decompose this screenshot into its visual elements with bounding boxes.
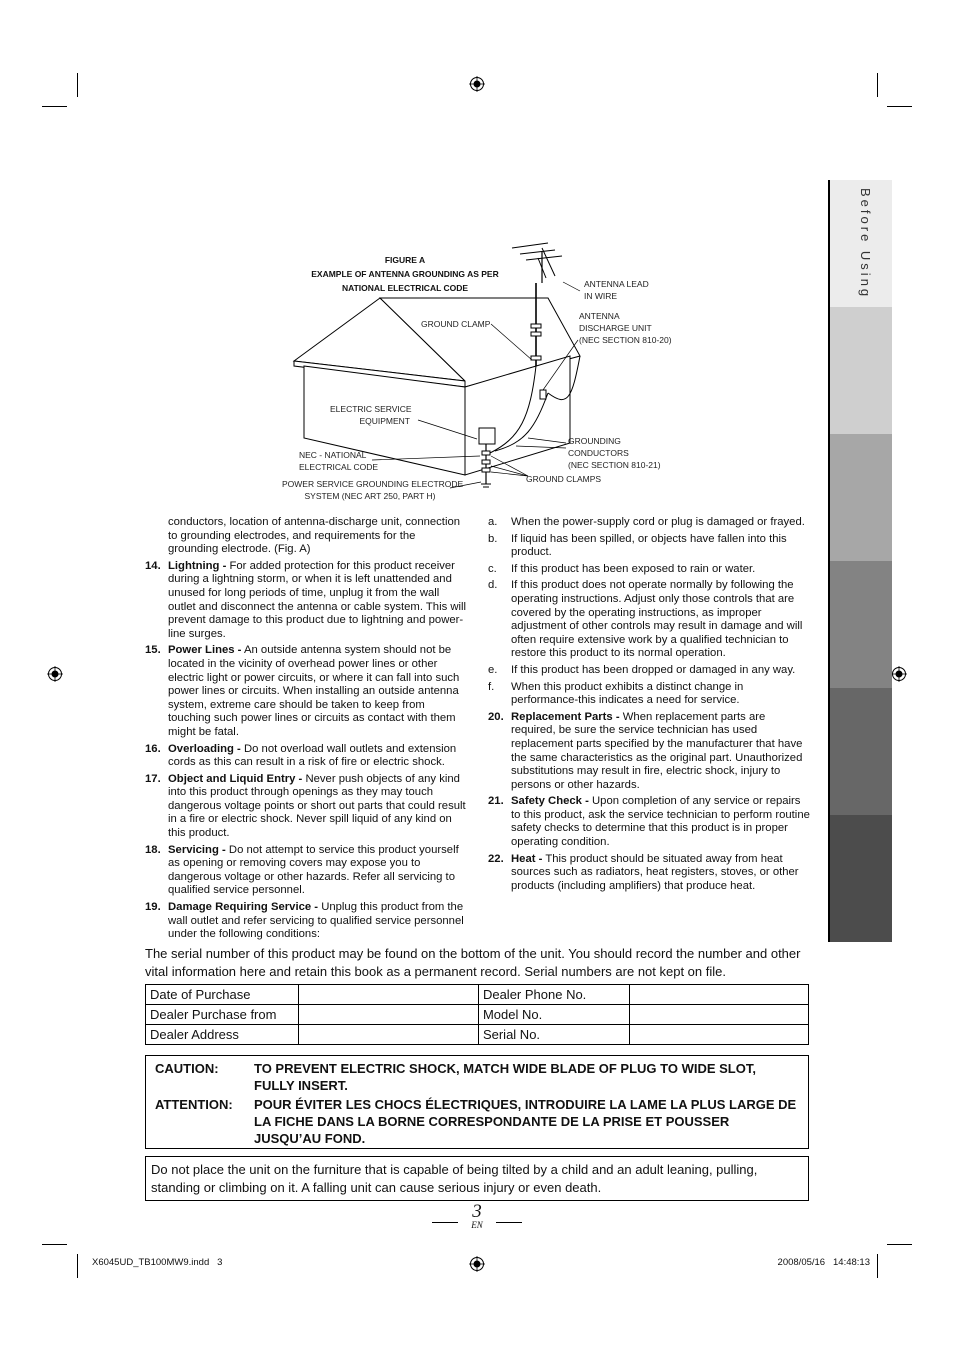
label-line: POWER SERVICE GROUNDING ELECTRODE — [282, 479, 464, 489]
item-number: 16. — [145, 742, 161, 755]
item-number: d. — [488, 579, 498, 592]
safety-item — [488, 853, 810, 894]
item-number: 19. — [145, 901, 161, 914]
label-antenna-lead — [584, 278, 649, 302]
label-line: CONDUCTORS — [568, 448, 629, 458]
condition-item — [488, 516, 810, 530]
crop-mark — [77, 73, 78, 97]
item-number: 21. — [488, 795, 504, 808]
continuation-text: conductors, location of antenna-discharge unit, connection to grounding electrodes, and requirements for the grounding electrode. (Fig. A) — [168, 516, 461, 556]
safety-items — [145, 560, 467, 942]
item-number: 22. — [488, 852, 504, 865]
label-discharge-unit — [579, 310, 672, 346]
page-number: 3 — [472, 1201, 482, 1222]
table-row — [146, 1025, 809, 1045]
safety-item — [145, 743, 467, 770]
item-title: Overloading - — [168, 742, 241, 755]
table-entry-cell[interactable] — [629, 1005, 808, 1025]
label-line: ANTENNA — [579, 311, 620, 321]
figure-title-line: NATIONAL ELECTRICAL CODE — [341, 283, 469, 293]
label-electric-service — [330, 403, 410, 427]
table-entry-cell[interactable] — [298, 985, 478, 1005]
item-text: Never push objects of any kind into this product through openings as they may touch dangerous voltage points or short out parts that could result in a fire or electric shock. Never spill liquid of any kind on this product. — [168, 772, 466, 840]
item-title: Heat - — [511, 852, 543, 865]
footer-file: X6045UD_TB100MW9.indd 3 — [92, 1257, 223, 1268]
item-number: f. — [488, 680, 495, 693]
item-number: 18. — [145, 843, 161, 856]
condition-item — [488, 533, 810, 560]
crop-mark — [77, 1254, 78, 1278]
item-text: For added protection for this product receiver during a lightning storm, or when it is left unattended and unused for long periods of time, unplug it from the wall outlet and disconnect the antenna or cable system. This will prevent damage to this product due to lightning and power-line surges. — [168, 559, 467, 640]
label-line: (NEC SECTION 810-20) — [579, 335, 672, 345]
label-power-service — [282, 478, 464, 502]
item-title: Object and Liquid Entry - — [168, 772, 303, 785]
item-number: 14. — [145, 559, 161, 572]
safety-items — [488, 711, 810, 894]
registration-mark-icon — [891, 666, 907, 682]
registration-mark-icon — [469, 76, 485, 92]
page-language: EN — [471, 1220, 483, 1230]
section-tab — [830, 180, 892, 307]
table-label-cell: Date of Purchase — [146, 985, 299, 1005]
label-grounding-conductors — [568, 435, 661, 471]
label-line: EQUIPMENT — [359, 416, 410, 426]
right-column — [488, 516, 810, 896]
safety-item — [488, 711, 810, 793]
item-text: If this product has been exposed to rain or water. — [511, 562, 756, 575]
crop-mark — [877, 1254, 878, 1278]
section-tab — [830, 307, 892, 434]
item-title: Safety Check - — [511, 795, 589, 808]
label-line: (NEC SECTION 810-21) — [568, 460, 661, 470]
item-number: b. — [488, 532, 498, 545]
serial-note: The serial number of this product may be found on the bottom of the unit. You should record the number and other vital information here and retain this book as a permanent record. Serial numbers are not kept on file. — [145, 946, 801, 979]
item-text: This product should be situated away from heat sources such as radiators, heat registers, stoves, or other products (including amplifiers) that produce heat. — [511, 852, 799, 892]
crop-mark — [877, 73, 878, 97]
item-text: Do not overload wall outlets and extension cords as this can result in a risk of fire or electric shock. — [168, 742, 457, 769]
item-text: If this product has been dropped or damaged in any way. — [511, 663, 796, 676]
item-title: Power Lines - — [168, 644, 242, 657]
table-entry-cell[interactable] — [629, 1025, 808, 1045]
item-text: Unplug this product from the wall outlet and refer servicing to qualified service personnel under the following conditions: — [168, 901, 464, 941]
caution-label: CAUTION: — [155, 1061, 219, 1076]
caution-text: TO PREVENT ELECTRIC SHOCK, MATCH WIDE BLADE OF PLUG TO WIDE SLOT, FULLY INSERT. — [254, 1061, 756, 1093]
section-tab — [830, 561, 892, 688]
registration-mark-icon — [469, 1256, 485, 1272]
table-label-cell: Model No. — [478, 1005, 629, 1025]
crop-mark — [42, 106, 67, 107]
item-text: Upon completion of any service or repairs to this product, ask the service technician to perform routine safety checks to determine that this product is in proper operating condition. — [511, 795, 810, 849]
item-title: Damage Requiring Service - — [168, 901, 319, 914]
table-label-cell: Dealer Phone No. — [478, 985, 629, 1005]
damage-conditions — [488, 516, 810, 708]
item-text: When the power-supply cord or plug is damaged or frayed. — [511, 516, 805, 528]
section-tab — [830, 815, 892, 942]
table-entry-cell[interactable] — [298, 1025, 478, 1045]
table-label-cell: Dealer Purchase from — [146, 1005, 299, 1025]
label-line: ELECTRICAL CODE — [299, 462, 379, 472]
section-tabs — [828, 180, 892, 942]
table-row — [146, 985, 809, 1005]
item-number: 20. — [488, 710, 504, 723]
table-entry-cell[interactable] — [298, 1005, 478, 1025]
table-row — [146, 1005, 809, 1025]
figure-title-line: FIGURE A — [384, 255, 426, 265]
left-column — [145, 516, 467, 945]
condition-item — [488, 563, 810, 577]
item-text: Do not attempt to service this product yourself as opening or removing covers may expose you to dangerous voltage or other hazards. Refer all servicing to qualified service personnel. — [168, 843, 459, 897]
item-title: Lightning - — [168, 559, 227, 572]
item-text: If liquid has been spilled, or objects have fallen into this product. — [511, 532, 787, 559]
registration-mark-icon — [47, 666, 63, 682]
item-text: When replacement parts are required, be sure the service technician has used replacement parts specified by the manufacturer that have the same characteristics as the original part. Unauthorized substitutions may result in fire, electric shock, injury to persons or other hazards. — [511, 710, 803, 791]
item-number: a. — [488, 516, 498, 528]
safety-item — [488, 795, 810, 849]
label-ground-clamps: GROUND CLAMPS — [526, 474, 602, 484]
figure-title — [300, 253, 510, 295]
item-text: When this product exhibits a distinct change in performance-this indicates a need for service. — [511, 680, 744, 707]
page-number-line — [496, 1222, 522, 1223]
safety-item — [145, 773, 467, 841]
item-title: Replacement Parts - — [511, 710, 620, 723]
record-table — [145, 984, 809, 1045]
item-number: e. — [488, 663, 498, 676]
crop-mark — [887, 106, 912, 107]
label-line: ANTENNA LEAD — [584, 279, 649, 289]
condition-item — [488, 664, 810, 678]
item-text: An outside antenna system should not be located in the vicinity of overhead power lines or other electric light or power circuits, or where it can fall into such power lines or circuits. When installing an outside antenna system, extreme care should be taken to keep from touching such power lines or circuits as contact with them might be fatal. — [168, 644, 460, 738]
attention-text: POUR ÉVITER LES CHOCS ÉLECTRIQUES, INTRODUIRE LA LAME LA PLUS LARGE DE LA FICHE DANS LA BORNE CORRESPONDANTE DE LA PRISE ET POUSSER JUSQU’AU FOND. — [254, 1097, 797, 1146]
section-tab — [830, 688, 892, 815]
table-label-cell: Dealer Address — [146, 1025, 299, 1045]
label-line: DISCHARGE UNIT — [579, 323, 652, 333]
condition-item — [488, 681, 810, 708]
label-line: GROUNDING — [568, 436, 621, 446]
safety-item — [145, 901, 467, 942]
table-label-cell: Serial No. — [478, 1025, 629, 1045]
label-line: ELECTRIC SERVICE — [330, 404, 412, 414]
item-number: 15. — [145, 644, 161, 657]
safety-item — [145, 844, 467, 898]
item-number: 17. — [145, 772, 161, 785]
crop-mark — [887, 1244, 912, 1245]
section-tab-label: Before Using — [858, 188, 873, 300]
section-tab — [830, 434, 892, 561]
label-nec — [299, 449, 378, 473]
crop-mark — [42, 1244, 67, 1245]
item-text: If this product does not operate normally by following the operating instructions. Adjust only those controls that are covered by the operating instructions, as improper adjustment of other controls may result in damage and will often require extensive work by a qualified technician to restore this product to its normal operation. — [511, 579, 803, 660]
figure-title-line: EXAMPLE OF ANTENNA GROUNDING AS PER — [311, 269, 499, 279]
item-title: Servicing - — [168, 843, 226, 856]
attention-label: ATTENTION: — [155, 1097, 233, 1112]
label-line: IN WIRE — [584, 291, 618, 301]
tip-over-notice: Do not place the unit on the furniture that is capable of being tilted by a child and an adult leaning, pulling, standing or climbing on it. A falling unit can cause serious injury or even death. — [145, 1156, 809, 1201]
table-entry-cell[interactable] — [629, 985, 808, 1005]
caution-box — [145, 1055, 809, 1149]
label-line: SYSTEM (NEC ART 250, PART H) — [304, 491, 436, 501]
label-line: NEC - NATIONAL — [299, 450, 367, 460]
footer-datetime: 2008/05/16 14:48:13 — [777, 1257, 870, 1268]
item-number: c. — [488, 562, 497, 575]
label-ground-clamp: GROUND CLAMP — [421, 319, 491, 329]
safety-item — [145, 644, 467, 739]
condition-item — [488, 579, 810, 661]
safety-item — [145, 560, 467, 642]
page-number-line — [432, 1222, 458, 1223]
